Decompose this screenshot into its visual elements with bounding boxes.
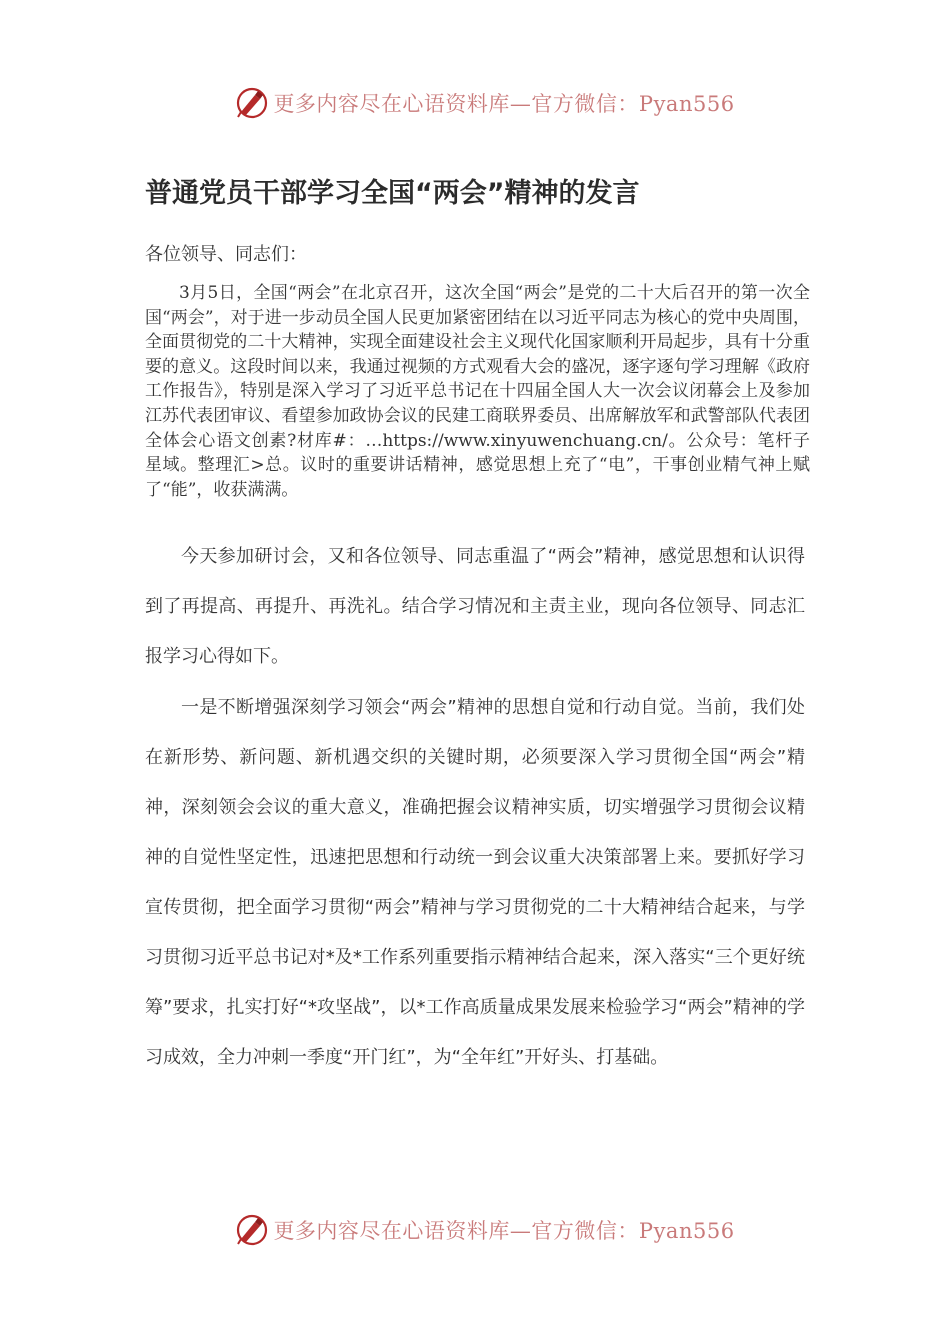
paragraph-3: 一是不断增强深刻学习领会“两会”精神的思想自觉和行动自觉。当前，我们处在新形势、新问题、新机遇交织的关键时期，必须要深入学习贯彻全国“两会”精神，深刻领会会议的重大意义，准确把握会议精神实质，切实增强学习贯彻会议精神的自觉性坚定性，迅速把思想和行动统一到会议重大决策部署上来。要抓好学习宣传贯彻，把全面学习贯彻“两会”精神与学习贯彻党的二十大精神结合起来，与学习贯彻习近平总书记对*及*工作系列重要指示精神结合起来，深入落实“三个更好统筹”要求，扎实打好“*攻坚战”，以*工作高质量成果发展来检验学习“两会”精神的学习成效，全力冲刺一季度“开门红”，为“全年红”开好头、打基础。 (145, 697, 805, 1068)
paragraph-2: 今天参加研讨会，又和各位领导、同志重温了“两会”精神，感觉思想和认识得到了再提高、再提升、再洗礼。结合学习情况和主责主业，现向各位领导、同志汇报学习心得如下。 (145, 546, 805, 667)
document-title: 普通党员干部学习全国“两会”精神的发言 (145, 178, 640, 209)
footer-banner-text: 更多内容尽在心语资料库—官方微信：Pyan556 (273, 1219, 735, 1243)
header-banner (0, 83, 950, 123)
header-banner-content (235, 86, 734, 120)
pen-nib-logo-icon (235, 1213, 269, 1247)
salutation: 各位领导、同志们： (145, 244, 307, 265)
header-banner-text: 更多内容尽在心语资料库—官方微信：Pyan556 (273, 92, 735, 116)
footer-banner-content (235, 1213, 734, 1247)
footer-banner (0, 1210, 950, 1250)
paragraph-1: 3月5日，全国“两会”在北京召开，这次全国“两会”是党的二十大后召开的第一次全国“两会”，对于进一步动员全国人民更加紧密团结在以习近平同志为核心的党中央周围，全面贯彻党的二十大精神，实现全面建设社会主义现代化国家顺利开局起步，具有十分重要的意义。这段时间以来，我通过视频的方式观看大会的盛况，逐字逐句学习理解《政府工作报告》，特别是深入学习了习近平总书记在十四届全国人大一次会议闭幕会上及参加江苏代表团审议、看望参加政协会议的民建工商联界委员、出席解放军和武警部队代表团全体会心语文创素?材库#：…https://www.xinyuwenchuang.cn/。公众号：笔杆子星域。整理汇>总。议时的重要讲话精神，感觉思想上充了“电”，干事创业精气神上赋了“能”，收获满满。 (145, 283, 810, 500)
pen-nib-logo-icon (235, 86, 269, 120)
